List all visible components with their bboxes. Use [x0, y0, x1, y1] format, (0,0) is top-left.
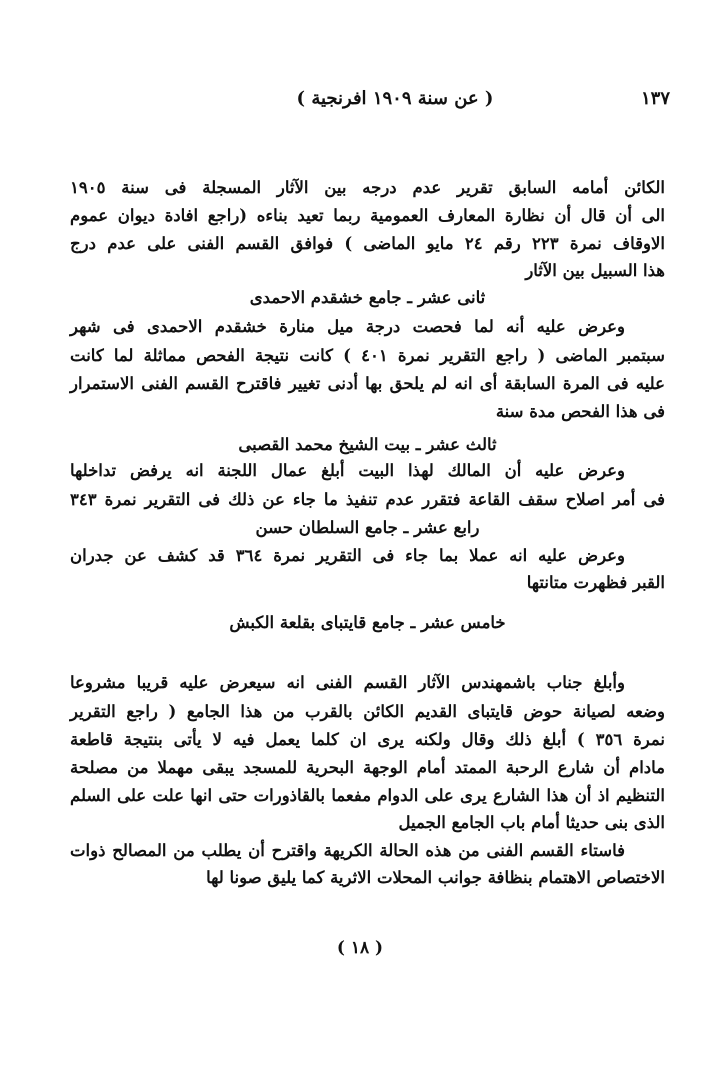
section-heading: خامس عشر ـ جامع قايتباى بقلعة الكبش [229, 613, 506, 632]
text-line: وعرض عليه انه عملا بما جاء فى التقرير نمرة ٣٦٤ قد كشف عن جدران [70, 546, 625, 565]
text-line: مادام أن شارع الرحبة الممتد أمام الوجهة البحرية للمسجد يبقى مهملا من مصلحة [70, 758, 665, 777]
text-line: القبر فظهرت متانتها [526, 573, 665, 592]
text-line: وأبلغ جناب باشمهندس الآثار القسم الفنى انه سيعرض عليه قريبا مشروعا [70, 673, 625, 692]
text-line: عليه فى المرة السابقة أى انه لم يلحق بها أدنى تغيير فاقترح القسم الفنى الاستمرار [70, 374, 665, 393]
text-line: التنظيم اذ أن هذا الشارع يرى على الدوام مفعما بالقاذورات حتى انها علت على السلم [70, 786, 665, 805]
section-heading: ثانى عشر ـ جامع خشقدم الاحمدى [249, 288, 486, 307]
text-line: الاوقاف نمرة ٢٢٣ رقم ٢٤ مايو الماضى ) فوافق القسم الفنى على عدم درج [70, 234, 665, 253]
text-line: فاستاء القسم الفنى من هذه الحالة الكريهة واقترح أن يطلب من المصالح ذوات [70, 841, 625, 860]
section-heading: رابع عشر ـ جامع السلطان حسن [255, 518, 480, 537]
text-line: وعرض عليه أن المالك لهذا البيت أبلغ عمال اللجنة انه يرفض تداخلها [70, 461, 625, 480]
text-line: الكائن أمامه السابق تقرير عدم درجه بين الآثار المسجلة فى سنة ١٩٠٥ [70, 178, 665, 197]
text-line: نمرة ٣٥٦ ) أبلغ ذلك وقال ولكنه يرى ان كلما يعمل فيه لا يأتى بنتيجة قاطعة [70, 730, 666, 749]
section-heading: ثالث عشر ـ بيت الشيخ محمد القصبى [238, 435, 497, 454]
page-number: ١٣٧ [640, 88, 670, 109]
text-line: سبتمبر الماضى ( راجع التقرير نمرة ٤٠١ ) كانت نتيجة الفحص مماثلة لما كانت [70, 346, 665, 365]
text-line: وعرض عليه أنه لما فحصت درجة ميل منارة خشقدم الاحمدى فى شهر [70, 317, 625, 336]
text-line: الى أن قال أن نظارة المعارف العمومية ربما تعيد بناءه (راجع افادة ديوان عموم [70, 206, 665, 225]
text-line: هذا السبيل بين الآثار [525, 261, 665, 280]
text-line: الاختصاص الاهتمام بنظافة جوانب المحلات الاثرية كما يليق صونا لها [206, 868, 665, 887]
text-line: الذى بنى حديثا أمام باب الجامع الجميل [398, 813, 665, 832]
text-line: فى أمر اصلاح سقف القاعة فتقرر عدم تنفيذ ما جاء عن ذلك فى التقرير نمرة ٣٤٣ [70, 490, 665, 509]
text-line: فى هذا الفحص مدة سنة [495, 402, 665, 421]
text-line: وضعه لصيانة حوض قايتباى القديم الكائن بالقرب من هذا الجامع ( راجع التقرير [70, 702, 665, 721]
signature-mark: ( ١٨ ) [336, 938, 384, 958]
running-title: ( عن سنة ١٩٠٩ افرنجية ) [296, 88, 494, 109]
